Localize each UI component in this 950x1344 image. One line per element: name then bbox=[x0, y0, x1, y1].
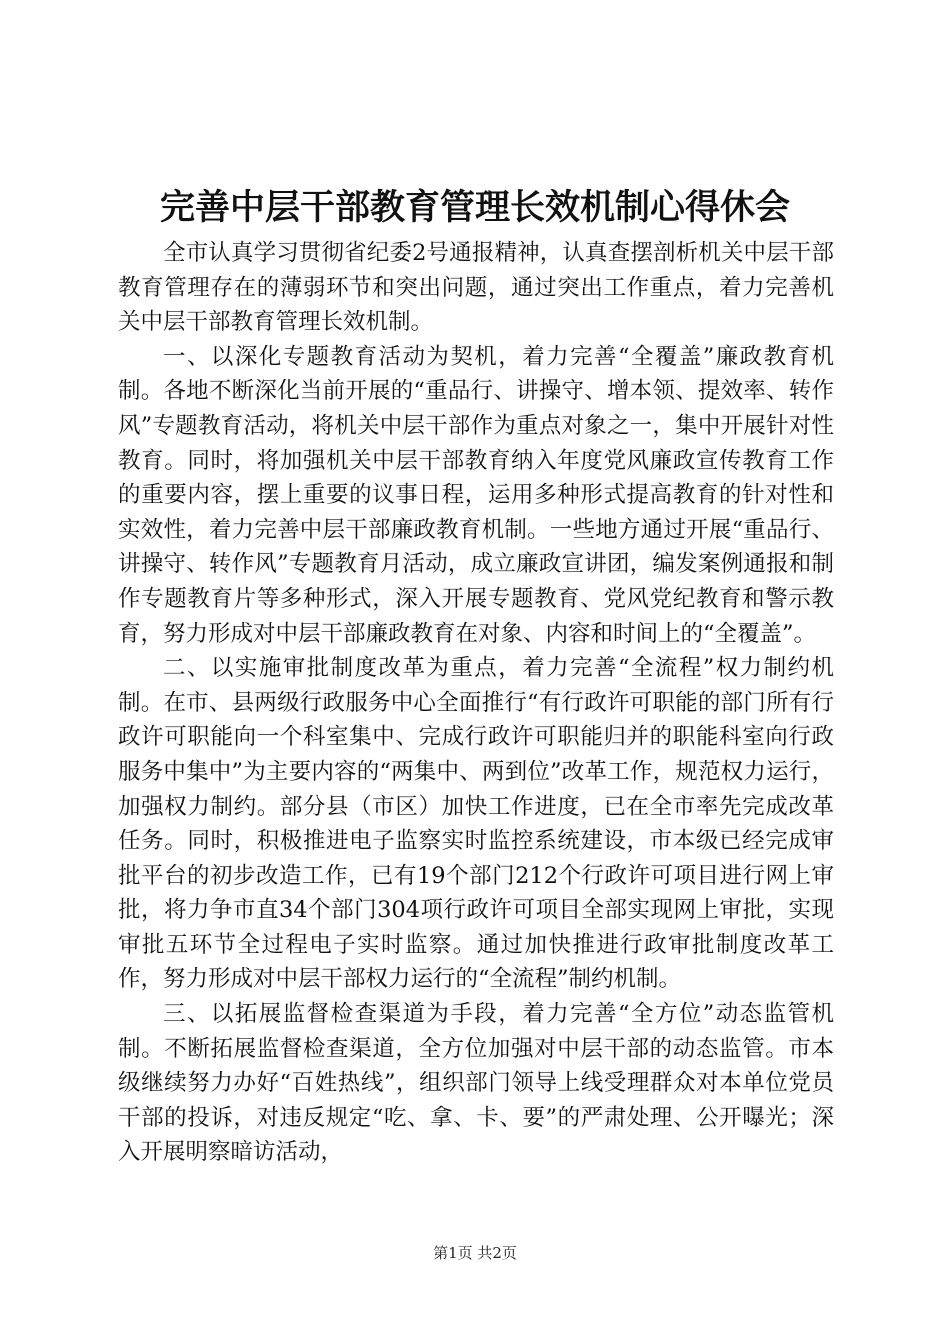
paragraph-intro: 全市认真学习贯彻省纪委2号通报精神，认真查摆剖析机关中层干部教育管理存在的薄弱环节和突出问题，通过突出工作重点，着力完善机关中层干部教育管理长效机制。 bbox=[118, 240, 834, 336]
paragraph-section-3: 三、以拓展监督检查渠道为手段，着力完善“全方位”动态监管机制。不断拓展监督检查渠道，全方位加强对中层干部的动态监管。市本级继续努力办好“百姓热线”，组织部门领导上线受理群众对本单位党员干部的投诉，对违反规定“吃、拿、卡、要”的严肃处理、公开曝光；深入开展明察暗访活动， bbox=[118, 1001, 834, 1166]
document-title: 完善中层干部教育管理长效机制心得休会 bbox=[159, 187, 790, 228]
paragraph-section-1: 一、以深化专题教育活动为契机，着力完善“全覆盖”廉政教育机制。各地不断深化当前开展的“重品行、讲操守、增本领、提效率、转作风”专题教育活动，将机关中层干部作为重点对象之一，集中开展针对性教育。同时，将加强机关中层干部教育纳入年度党风廉政宣传教育工作的重要内容，摆上重要的议事日程，运用多种形式提高教育的针对性和实效性，着力完善中层干部廉政教育机制。一些地方通过开展“重品行、讲操守、转作风”专题教育月活动，成立廉政宣讲团，编发案例通报和制作专题教育片等多种形式，深入开展专题教育、党风党纪教育和警示教育，努力形成对中层干部廉政教育在对象、内容和时间上的“全覆盖”。 bbox=[118, 343, 834, 647]
paragraph-section-2: 二、以实施审批制度改革为重点，着力完善“全流程”权力制约机制。在市、县两级行政服务中心全面推行“有行政许可职能的部门所有行政许可职能向一个科室集中、完成行政许可职能归并的职能科室向行政服务中集中”为主要内容的“两集中、两到位”改革工作，规范权力运行，加强权力制约。部分县（市区）加快工作进度，已在全市率先完成改革任务。同时，积极推进电子监察实时监控系统建设，市本级已经完成审批平台的初步改造工作，已有19个部门212个行政许可项目进行网上审批，将力争市直34个部门304项行政许可项目全部实现网上审批，实现审批五环节全过程电子实时监察。通过加快推进行政审批制度改革工作，努力形成对中层干部权力运行的“全流程”制约机制。 bbox=[118, 655, 834, 993]
document-body bbox=[118, 236, 834, 1170]
page-number-footer: 第1页 共2页 bbox=[433, 1244, 517, 1262]
